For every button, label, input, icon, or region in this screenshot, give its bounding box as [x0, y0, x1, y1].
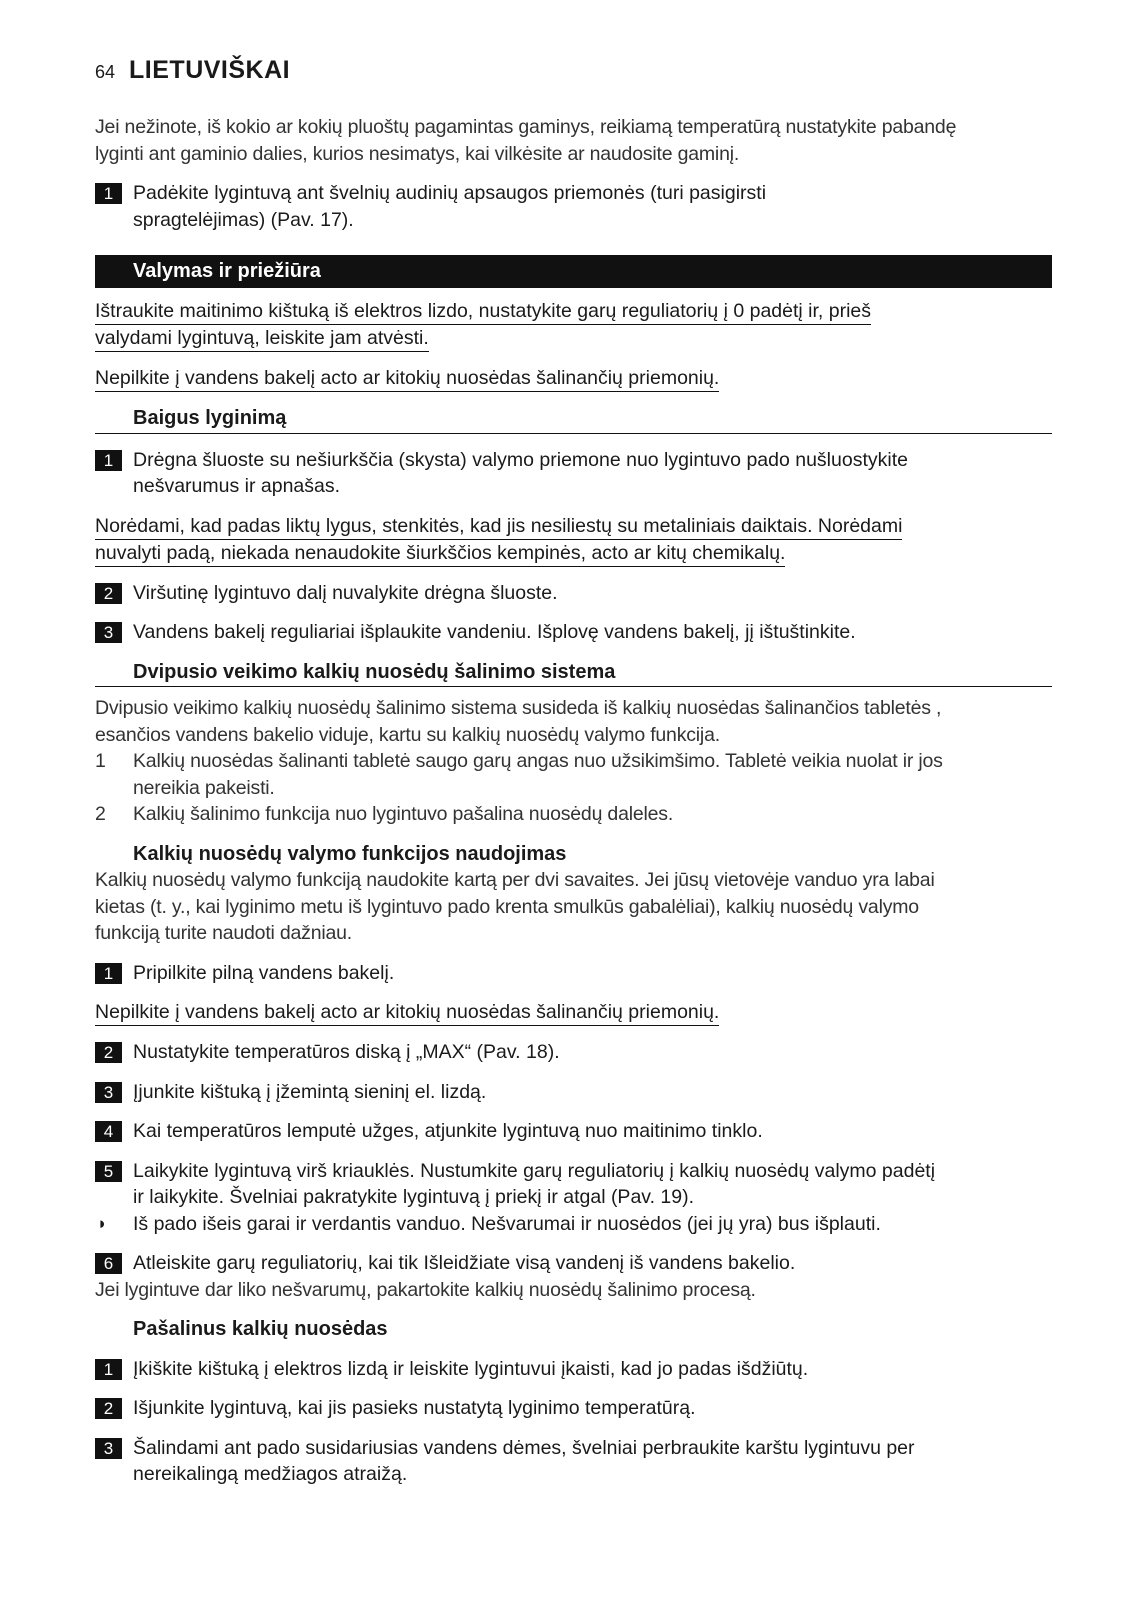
warning-unplug: Ištraukite maitinimo kištuką iš elektros lizdo, nustatykite garų reguliatorių į 0 padėtį ir, prieš valydami lygintuvą, leiskite jam atvėsti. [95, 298, 1052, 352]
page-number: 64 [95, 62, 116, 82]
step-number: 1 [95, 963, 122, 984]
step-number: 1 [95, 450, 122, 471]
step-c3: 3 Įjunkite kištuką į įžemintą sieninį el. lizdą. [95, 1079, 1052, 1106]
step-number: 6 [95, 1253, 122, 1274]
step-number: 2 [95, 1042, 122, 1063]
repeat-note: Jei lygintuve dar liko nešvarumų, pakartokite kalkių nuosėdų šalinimo procesą. [95, 1278, 756, 1301]
warning-no-vinegar: Nepilkite į vandens bakelį acto ar kitokių nuosėdas šalinančių priemonių. [95, 365, 1052, 392]
subheading-after-ironing: Baigus lyginimą [95, 405, 1052, 434]
step-a1: 1 Padėkite lygintuvą ant švelnių audinių apsaugos priemonės (turi pasigirsti spragtelėjimas) (Pav. 17). [95, 180, 1052, 233]
step-number: 2 [95, 1398, 122, 1419]
step-c2: 2 Nustatykite temperatūros diską į „MAX“ (Pav. 18). [95, 1039, 1052, 1066]
step-b1: 1 Drėgna šluoste su nešiurkščia (skysta) valymo priemone nuo lygintuvo pado nušluostykite nešvarumus ir apnašas. [95, 447, 1052, 500]
subheading-calc-clean-usage: Kalkių nuosėdų valymo funkcijos naudojimas [133, 842, 567, 865]
calc-clean-description: Kalkių nuosėdų valymo funkciją naudokite kartą per dvi savaites. Jei jūsų vietovėje vanduo yra labai kietas (t. y., kai lyginimo metu iš lygintuvo pado krenta smulkūs gabalėliai), kalkių nuosėdų valymo funkciją turite naudoti dažniau. [95, 869, 935, 944]
step-number: 1 [95, 183, 122, 204]
step-d1: 1 Įkiškite kištuką į elektros lizdą ir leiskite lygintuvui įkaisti, kad jo padas išdžiūtų. [95, 1356, 1052, 1383]
step-c1: 1 Pripilkite pilną vandens bakelį. [95, 960, 1052, 987]
subheading-double-calc: Dvipusio veikimo kalkių nuosėdų šalinimo sistema [95, 659, 1052, 688]
step-c5: 5 Laikykite lygintuvą virš kriauklės. Nustumkite garų reguliatorių į kalkių nuosėdų valymo padėtį ir laikykite. Švelniai pakratykite lygintuvą į priekį ir atgal (Pav. 19). [95, 1158, 1052, 1211]
step-number: 1 [95, 1359, 122, 1380]
step-number: 5 [95, 1161, 122, 1182]
step-d3: 3 Šalindami ant pado susidariusias vandens dėmes, švelniai perbraukite karštu lygintuvu per nereikalingą medžiagos atraižą. [95, 1435, 1052, 1488]
page-header [95, 56, 1052, 92]
manual-page [95, 56, 1052, 1488]
step-number: 3 [95, 622, 122, 643]
step-number: 3 [95, 1082, 122, 1103]
warning-soleplate: Norėdami, kad padas liktų lygus, stenkitės, kad jis nesiliestų su metaliniais daiktais. Norėdami nuvalyti padą, niekada nenaudokite šiurkščios kempinės, acto ar kitų chemikalų. [95, 513, 1052, 567]
result-bullet: ◗ Iš pado išeis garai ir verdantis vanduo. Nešvarumai ir nuosėdos (jei jų yra) bus išplauti. [95, 1211, 1052, 1238]
step-d2: 2 Išjunkite lygintuvą, kai jis pasieks nustatytą lyginimo temperatūrą. [95, 1395, 1052, 1422]
step-number: 3 [95, 1438, 122, 1459]
list-item-1: 1 Kalkių nuosėdas šalinanti tabletė saugo garų angas nuo užsikimšimo. Tabletė veikia nuolat ir jos nereikia pakeisti. [95, 750, 943, 799]
step-c6: 6 Atleiskite garų reguliatorių, kai tik Išleidžiate visą vandenį iš vandens bakelio. [95, 1250, 1052, 1277]
step-c4: 4 Kai temperatūros lemputė užges, atjunkite lygintuvą nuo maitinimo tinklo. [95, 1118, 1052, 1145]
step-number: 2 [95, 583, 122, 604]
subheading-after-descaling: Pašalinus kalkių nuosėdas [133, 1318, 388, 1340]
result-bullet-icon: ◗ [97, 1213, 108, 1233]
warning-no-vinegar-2: Nepilkite į vandens bakelį acto ar kitokių nuosėdas šalinančių priemonių. [95, 999, 1052, 1026]
double-calc-description: Dvipusio veikimo kalkių nuosėdų šalinimo sistema susideda iš kalkių nuosėdas šalinančios tabletės , esančios vandens bakelio viduje, kartu su kalkių nuosėdų valymo funkcija. [95, 697, 942, 746]
section-title: Valymas ir priežiūra [95, 255, 1052, 288]
page-language-title: LIETUVIŠKAI [129, 56, 291, 84]
step-number: 4 [95, 1121, 122, 1142]
list-item-2: 2 Kalkių šalinimo funkcija nuo lygintuvo pašalina nuosėdų daleles. [95, 803, 674, 825]
step-b2: 2 Viršutinę lygintuvo dalį nuvalykite drėgna šluoste. [95, 580, 1052, 607]
intro-paragraph: Jei nežinote, iš kokio ar kokių pluoštų pagamintas gaminys, reikiamą temperatūrą nustatykite pabandę lyginti ant gaminio dalies, kurios nesimatys, kai vilkėsite ar naudosite gaminį. [95, 116, 957, 165]
step-b3: 3 Vandens bakelį reguliariai išplaukite vandeniu. Išplovę vandens bakelį, jį ištuštinkite. [95, 619, 1052, 646]
